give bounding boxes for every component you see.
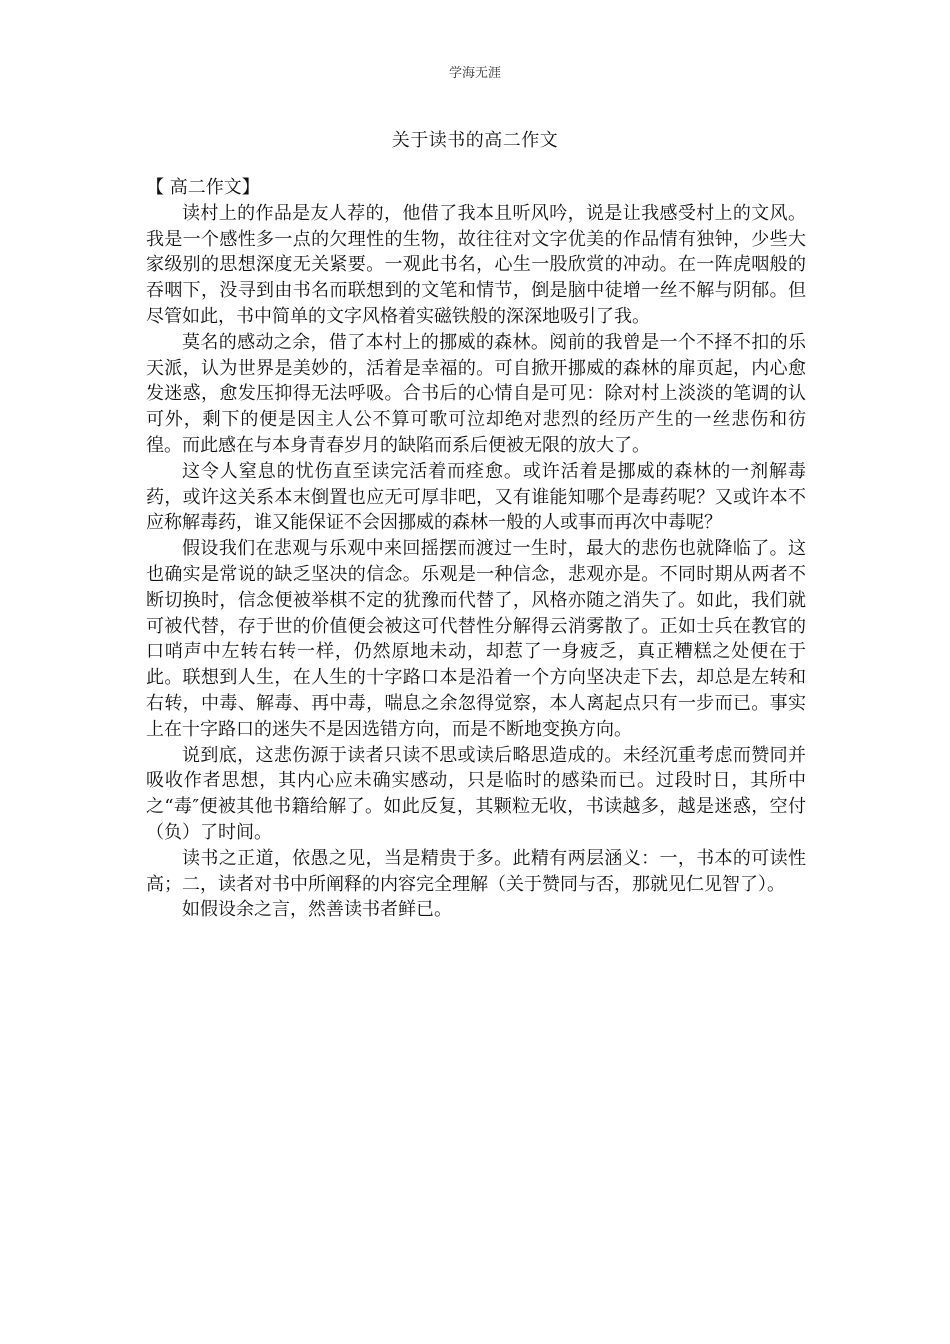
- paragraph-6: 读书之正道，依愚之见，当是精贵于多。此精有两层涵义：一，书本的可读性高；二，读者对书中所阐释的内容完全理解（关于赞同与否，那就见仁见智了）。: [146, 847, 806, 895]
- paragraph-2: 莫名的感动之余，借了本村上的挪威的森林。阅前的我曾是一个不择不扣的乐天派，认为世界是美妙的，活着是幸福的。可自掀开挪威的森林的扉页起，内心愈发迷惑，愈发压抑得无法呼吸。合书后的心情自是可见：除对村上淡淡的笔调的认可外，剩下的便是因主人公不算可歌可泣却绝对悲烈的经历产生的一丝悲伤和彷徨。而此感在与本身青春岁月的缺陷而系后便被无限的放大了。: [146, 331, 806, 456]
- paragraph-4: 假设我们在悲观与乐观中来回摇摆而渡过一生时，最大的悲伤也就降临了。这也确实是常说的缺乏坚决的信念。乐观是一种信念，悲观亦是。不同时期从两者不断切换时，信念便被举棋不定的犹豫而代替了，风格亦随之消失了。如此，我们就可被代替，存于世的价值便会被这可代替性分解得云消雾散了。正如士兵在教官的口哨声中左转右转一样，仍然原地未动，却惹了一身疲乏，真正糟糕之处便在于此。联想到人生，在人生的十字路口本是沿着一个方向坚决走下去，却总是左转和右转，中毒、解毒、再中毒，喘息之余忽得觉察，本人离起点只有一步而已。事实上在十字路口的迷失不是因选错方向，而是不断地变换方向。: [146, 538, 806, 740]
- paragraph-5: 说到底，这悲伤源于读者只读不思或读后略思造成的。未经沉重考虑而赞同并吸收作者思想，其内心应未确实感动，只是临时的感染而已。过段时日，其所中之“毒″便被其他书籍给解了。如此反复，其颗粒无收，书读越多，越是迷惑，空付（负）了时间。: [146, 744, 806, 843]
- document-title: 关于读书的高二作文: [391, 130, 559, 151]
- document-body: [146, 175, 806, 923]
- paragraph-1: 读村上的作品是友人荐的，他借了我本且听风吟，说是让我感受村上的文风。我是一个感性多一点的欠理性的生物，故往往对文字优美的作品情有独钟，少些大家级别的思想深度无关紧要。一观此书名，心生一股欣赏的冲动。在一阵虎咽般的吞咽下，没寻到由书名而联想到的文笔和情节，倒是脑中徒增一丝不解与阴郁。但尽管如此，书中简单的文字风格着实磁铁般的深深地吸引了我。: [146, 202, 806, 327]
- paragraph-7: 如假设余之言，然善读书者鲜已。: [182, 899, 452, 921]
- section-tag: 【 高二作文】: [146, 177, 260, 198]
- paragraph-3: 这令人窒息的忧伤直至读完活着而痊愈。或许活着是挪威的森林的一剂解毒药，或许这关系本末倒置也应无可厚非吧，又有谁能知哪个是毒药呢？又或许本不应称解毒药，谁又能保证不会因挪威的森林一般的人或事而再次中毒呢？: [146, 460, 806, 534]
- running-header: 学海无涯: [448, 66, 501, 81]
